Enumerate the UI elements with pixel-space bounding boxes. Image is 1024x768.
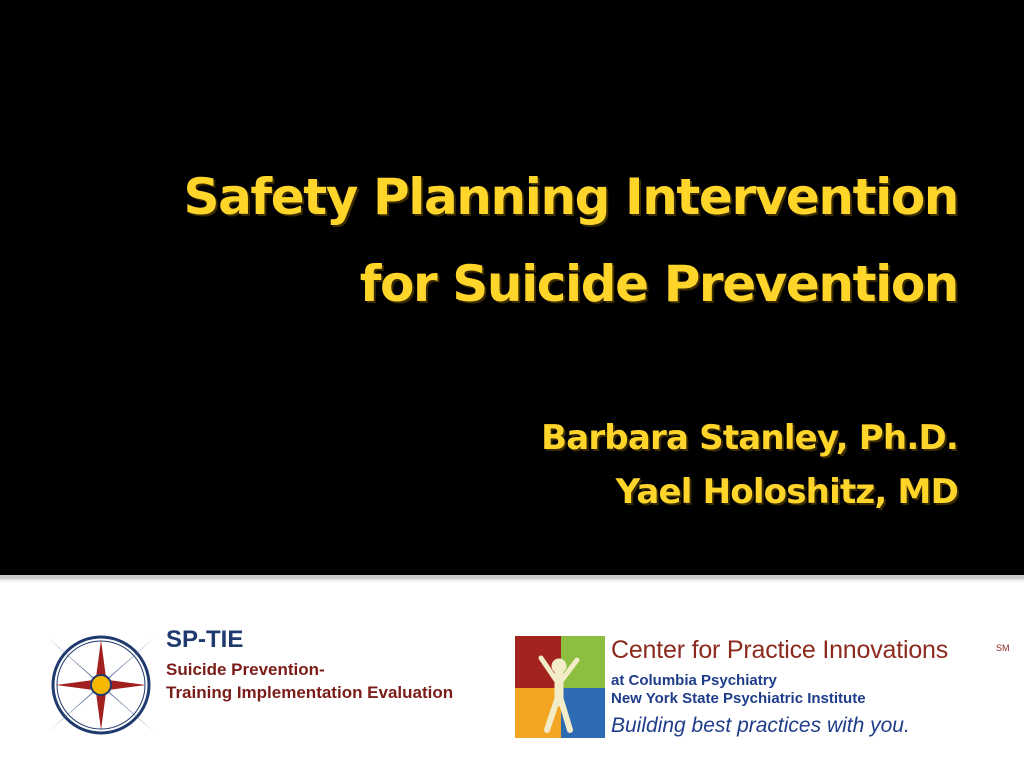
- cpi-tagline: Building best practices with you.: [611, 714, 910, 737]
- cpi-affiliation-line-1: at Columbia Psychiatry: [611, 672, 777, 689]
- sptie-subtitle-line-2: Training Implementation Evaluation: [166, 683, 454, 702]
- cpi-affiliation-line-2: New York State Psychiatric Institute: [611, 690, 866, 707]
- panel-divider-shadow: [0, 579, 1024, 583]
- compass-rose-icon: [28, 618, 174, 752]
- cpi-service-mark: SM: [996, 643, 1010, 653]
- author-name-2: Yael Holoshitz, MD: [615, 472, 958, 512]
- slide-title-line-1: Safety Planning Intervention: [183, 168, 958, 226]
- sptie-title: SP-TIE: [166, 626, 244, 653]
- figure-in-color-blocks-icon: [515, 636, 605, 738]
- slide-title-line-2: for Suicide Prevention: [359, 255, 958, 313]
- cpi-name: Center for Practice Innovations: [611, 636, 949, 664]
- sptie-subtitle-line-1: Suicide Prevention-: [166, 660, 325, 679]
- author-name-1: Barbara Stanley, Ph.D.: [541, 418, 958, 458]
